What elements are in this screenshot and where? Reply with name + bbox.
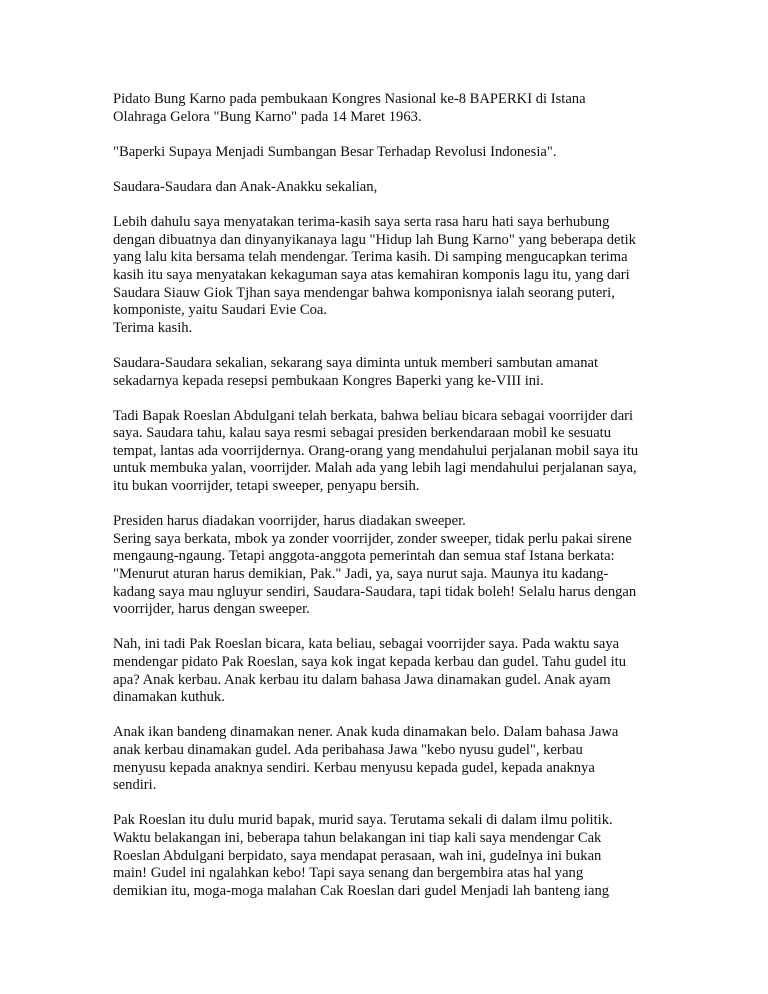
text-line: Presiden harus diadakan voorrijder, harus diadakan sweeper. (113, 513, 466, 530)
text-line: main! Gudel ini ngalahkan kebo! Tapi saya senang dan bergembira atas hal yang (113, 865, 584, 882)
text-line: "Baperki Supaya Menjadi Sumbangan Besar Terhadap Revolusi Indonesia". (113, 143, 557, 160)
text-line: menyusu kepada anaknya sendiri. Kerbau menyusu kepada gudel, kepada anaknya (113, 759, 595, 776)
text-line: Sering saya berkata, mbok ya zonder voorrijder, zonder sweeper, tidak perlu pakai sirene (113, 530, 632, 547)
text-line: Lebih dahulu saya menyatakan terima-kasih saya serta rasa haru hati saya berhubung (113, 214, 610, 231)
text-line: "Menurut aturan harus demikian, Pak." Jadi, ya, saya nurut saja. Maunya itu kadang- (113, 566, 609, 583)
text-line: Saudara-Saudara dan Anak-Anakku sekalian, (113, 178, 378, 195)
paragraph (113, 214, 673, 337)
text-line: Waktu belakangan ini, beberapa tahun belakangan ini tiap kali saya mendengar Cak (113, 829, 602, 846)
text-line: untuk membuka yalan, voorrijder. Malah ada yang lebih lagi mendahului perjalanan saya, (113, 460, 637, 477)
text-line: Saudara Siauw Giok Tjhan saya mendengar bahwa komponisnya ialah seorang puteri, (113, 284, 615, 301)
paragraph (113, 179, 673, 197)
paragraph (113, 513, 673, 619)
text-line: komponiste, yaitu Saudari Evie Coa. (113, 302, 328, 319)
text-line: kasih itu saya menyatakan kekaguman saya atas kemahiran komponis lagu itu, yang dari (113, 266, 630, 283)
paragraph (113, 724, 673, 794)
text-line: Olahraga Gelora "Bung Karno" pada 14 Maret 1963. (113, 108, 422, 125)
text-line: Terima kasih. (113, 319, 193, 336)
text-line: dinamakan kuthuk. (113, 689, 225, 706)
text-line: mendengar pidato Pak Roeslan, saya kok ingat kepada kerbau dan gudel. Tahu gudel itu (113, 654, 626, 670)
text-line: Pidato Bung Karno pada pembukaan Kongres Nasional ke-8 BAPERKI di Istana (113, 91, 586, 107)
paragraph (113, 636, 673, 706)
text-line: sekadarnya kepada resepsi pembukaan Kongres Baperki yang ke-VIII ini. (113, 372, 544, 389)
text-line: Saudara-Saudara sekalian, sekarang saya diminta untuk memberi sambutan amanat (113, 354, 599, 371)
text-line: kadang saya mau ngluyur sendiri, Saudara-Saudara, tapi tidak boleh! Selalu harus dengan (113, 583, 637, 600)
text-line: anak kerbau dinamakan gudel. Ada peribahasa Jawa "kebo nyusu gudel", kerbau (113, 741, 583, 758)
text-line: itu bukan voorrijder, tetapi sweeper, penyapu bersih. (113, 478, 420, 495)
paragraph (113, 355, 673, 390)
text-line: Nah, ini tadi Pak Roeslan bicara, kata beliau, sebagai voorrijder saya. Pada waktu saya (113, 636, 620, 653)
paragraph (113, 144, 673, 162)
text-line: Anak ikan bandeng dinamakan nener. Anak kuda dinamakan belo. Dalam bahasa Jawa (113, 724, 619, 741)
paragraph (113, 91, 673, 126)
text-line: Roeslan Abdulgani berpidato, saya mendapat perasaan, wah ini, gudelnya ini bukan (113, 847, 602, 864)
text-line: dengan dibuatnya dan dinyanyikanaya lagu "Hidup lah Bung Karno" yang beberapa detik (113, 231, 636, 248)
text-line: yang lalu kita bersama telah mendengar. Terima kasih. Di samping mengucapkan terima (113, 249, 628, 266)
paragraph (113, 812, 673, 900)
text-line: apa? Anak kerbau. Anak kerbau itu dalam bahasa Jawa dinamakan gudel. Anak ayam (113, 671, 611, 688)
text-line: sendiri. (113, 777, 157, 794)
text-line: Tadi Bapak Roeslan Abdulgani telah berkata, bahwa beliau bicara sebagai voorrijder dari (113, 407, 634, 424)
text-line: mengaung-ngaung. Tetapi anggota-anggota pemerintah dan semua staf Istana berkata: (113, 548, 615, 565)
text-line: tempat, lantas ada voorrijdernya. Orang-orang yang mendahului perjalanan mobil saya itu (113, 442, 639, 459)
paragraph (113, 408, 673, 496)
document-body (113, 91, 673, 918)
text-line: demikian itu, moga-moga malahan Cak Roeslan dari gudel Menjadi lah banteng iang (113, 882, 610, 899)
text-line: saya. Saudara tahu, kalau saya resmi sebagai presiden berkendaraan mobil ke sesuatu (113, 425, 612, 442)
text-line: voorrijder, harus dengan sweeper. (113, 601, 310, 618)
text-line: Pak Roeslan itu dulu murid bapak, murid saya. Terutama sekali di dalam ilmu politik. (113, 812, 613, 829)
